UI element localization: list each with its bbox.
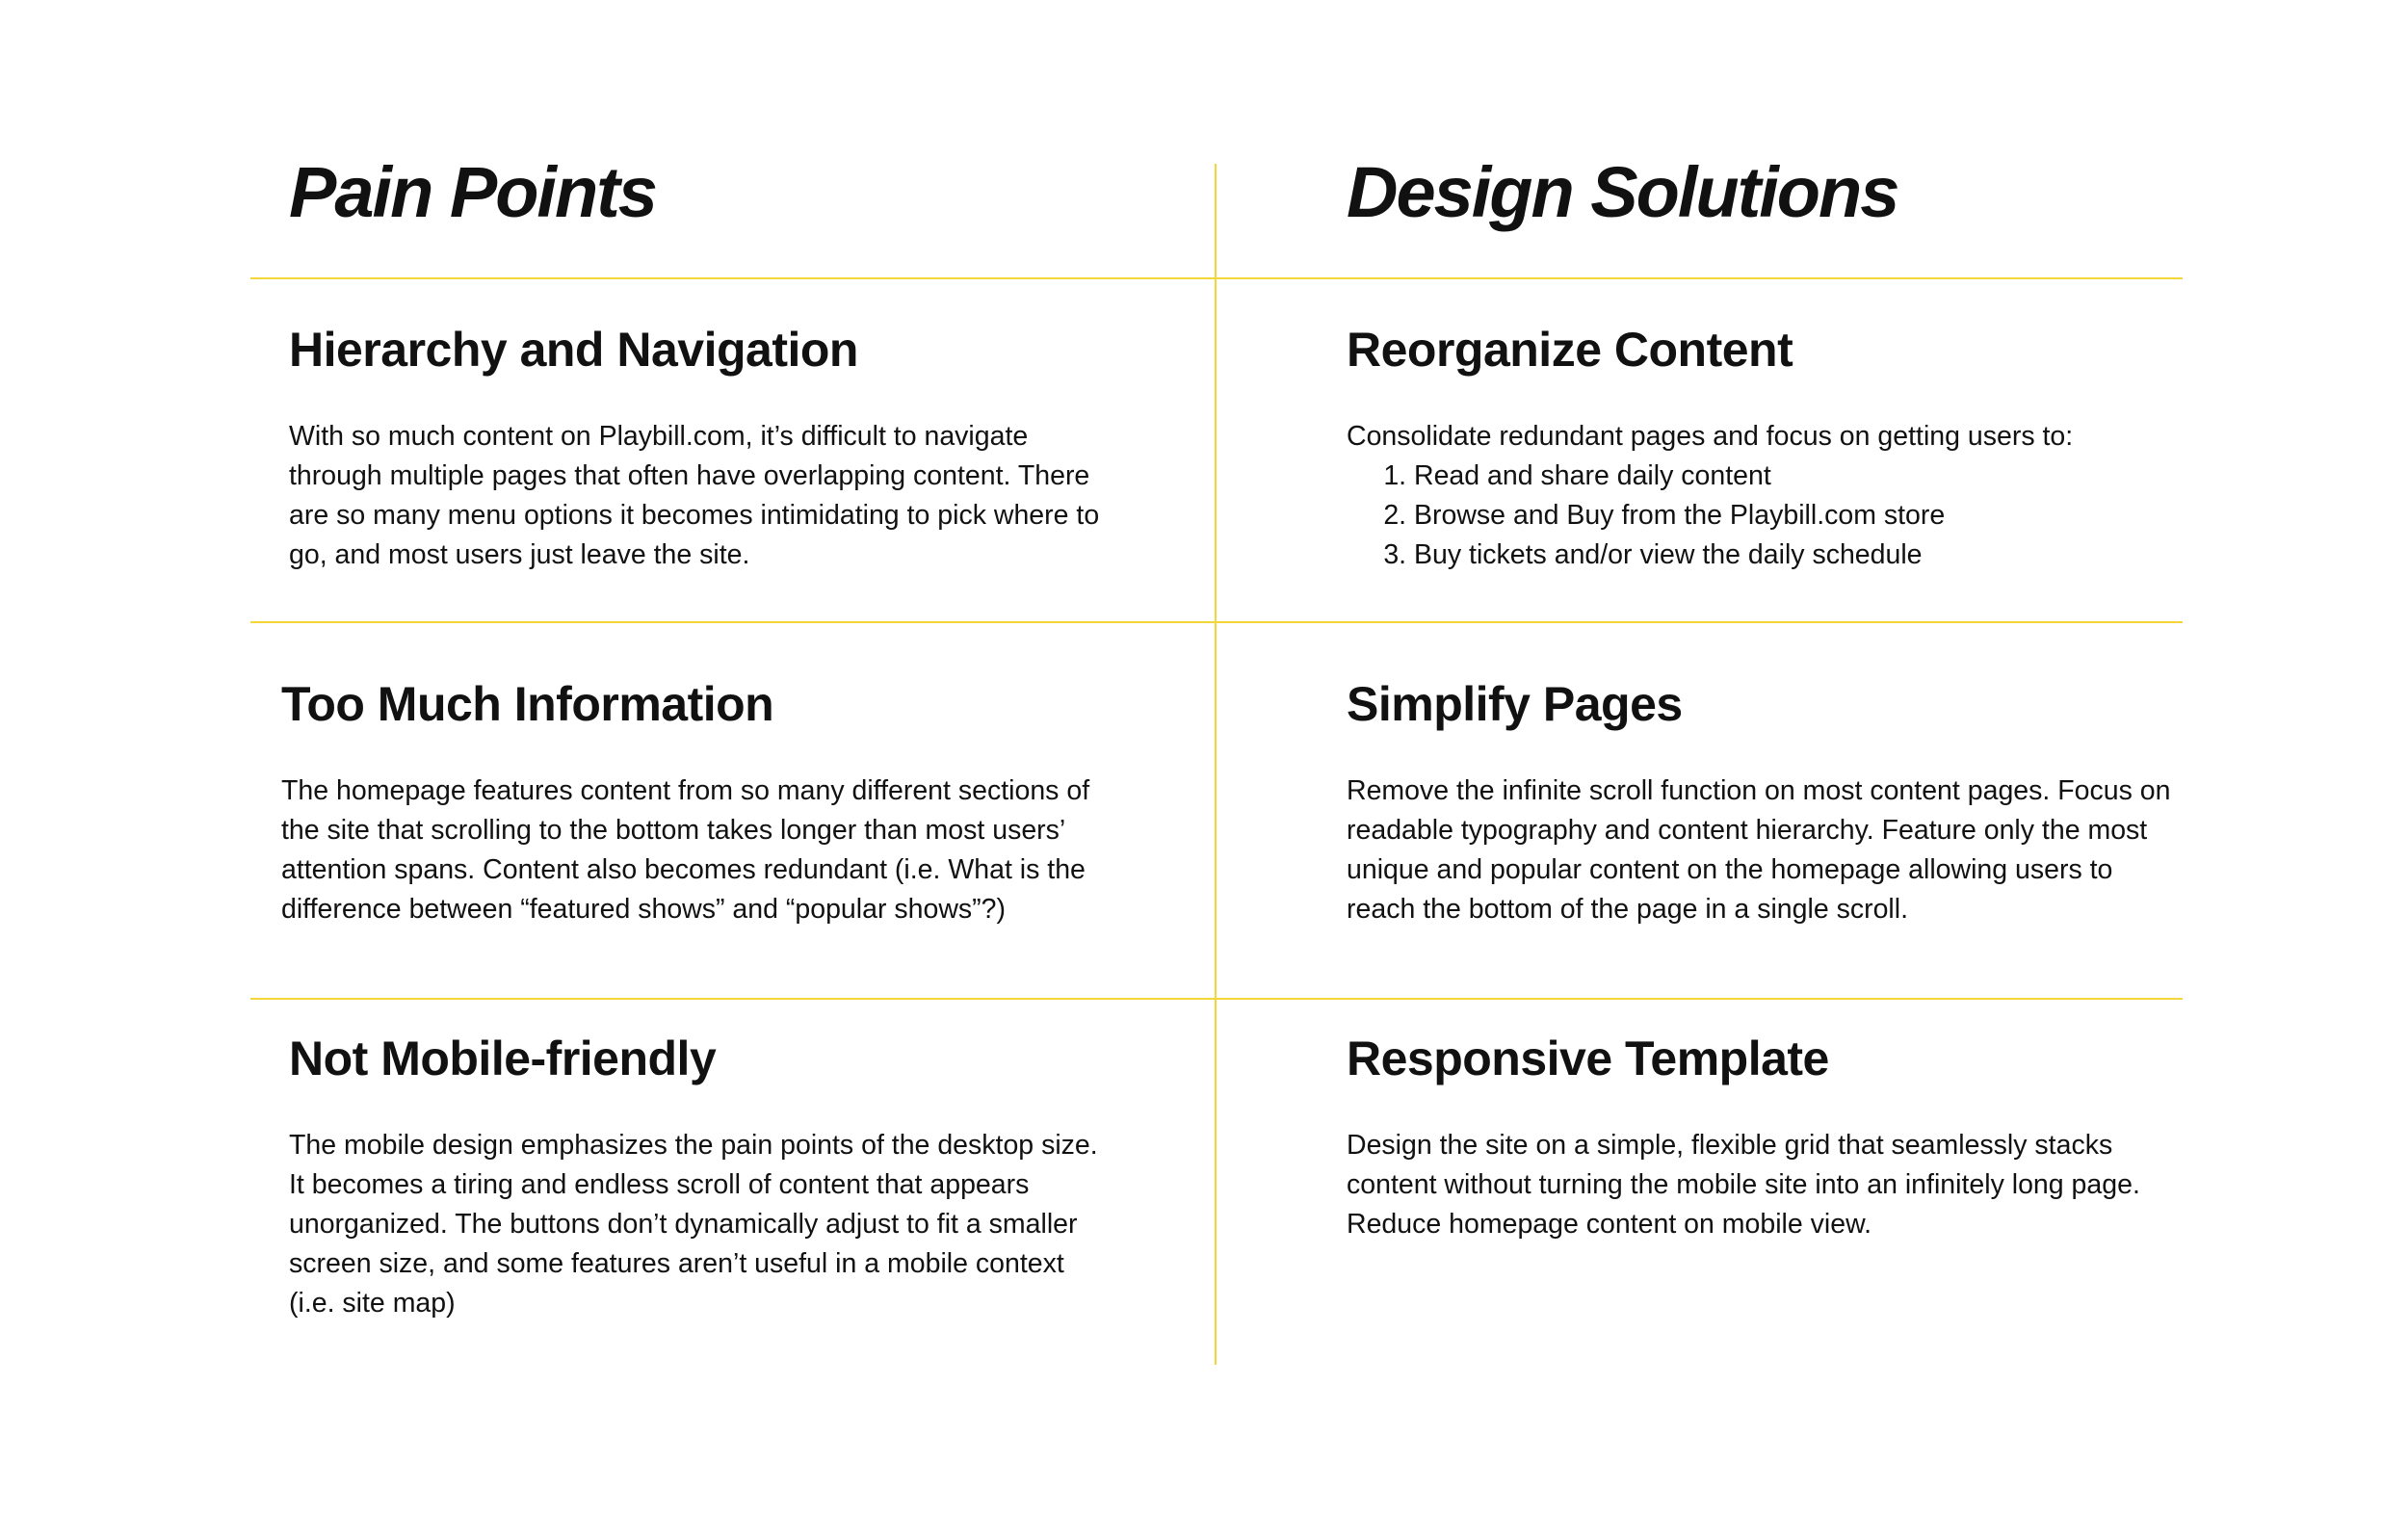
list-item: 1. Read and share daily content	[1414, 457, 2175, 496]
solution-heading: Responsive Template	[1347, 1032, 1829, 1085]
solution-heading: Simplify Pages	[1347, 677, 1683, 731]
pain-point-body: With so much content on Playbill.com, it’s difficult to navigate through multiple pages that often have overlapping content. There are so many menu options it becomes intimidating to pick where to go, and most users just leave the site.	[289, 421, 1100, 570]
solution-body: Consolidate redundant pages and focus on getting users to:	[1347, 421, 2074, 452]
solution-simplify	[1347, 678, 2175, 929]
pain-point-heading: Too Much Information	[281, 677, 774, 731]
solution-heading: Reorganize Content	[1347, 323, 1793, 377]
pain-point-body: The homepage features content from so many different sections of the site that scrolling to the bottom takes longer than most users’ attention spans. Content also becomes redundant (i.e. What is the difference between “featured shows” and “popular shows”?)	[281, 775, 1090, 925]
column-divider	[1215, 164, 1217, 1365]
pain-point-too-much-info	[281, 678, 1110, 929]
design-solutions-title: Design Solutions	[1347, 152, 1898, 232]
row-divider-2	[250, 998, 2183, 1000]
header-divider	[250, 277, 2183, 279]
solution-body: Design the site on a simple, flexible grid that seamlessly stacks content without turning the mobile site into an infinitely long page. Reduce homepage content on mobile view.	[1347, 1130, 2140, 1240]
pain-point-heading: Not Mobile-friendly	[289, 1032, 717, 1085]
solution-body: Remove the infinite scroll function on most content pages. Focus on readable typography and content hierarchy. Feature only the most unique and popular content on the homepage allowing users to reach the bottom of the page in a single scroll.	[1347, 775, 2171, 925]
pain-point-hierarchy	[289, 324, 1108, 575]
solution-reorganize	[1347, 324, 2175, 575]
list-item: 3. Buy tickets and/or view the daily schedule	[1414, 536, 2175, 575]
list-item: 2. Browse and Buy from the Playbill.com store	[1414, 496, 2175, 536]
row-divider-1	[250, 621, 2183, 623]
solution-goals-list	[1347, 457, 2175, 575]
pain-point-heading: Hierarchy and Navigation	[289, 323, 858, 377]
pain-point-body: The mobile design emphasizes the pain points of the desktop size. It becomes a tiring and endless scroll of content that appears unorganized. The buttons don’t dynamically adjust to fit a smaller screen size, and some features aren’t useful in a mobile context (i.e. site map)	[289, 1130, 1098, 1319]
solution-responsive	[1347, 1032, 2175, 1244]
pain-point-mobile	[289, 1032, 1108, 1323]
pain-points-title: Pain Points	[289, 152, 656, 232]
